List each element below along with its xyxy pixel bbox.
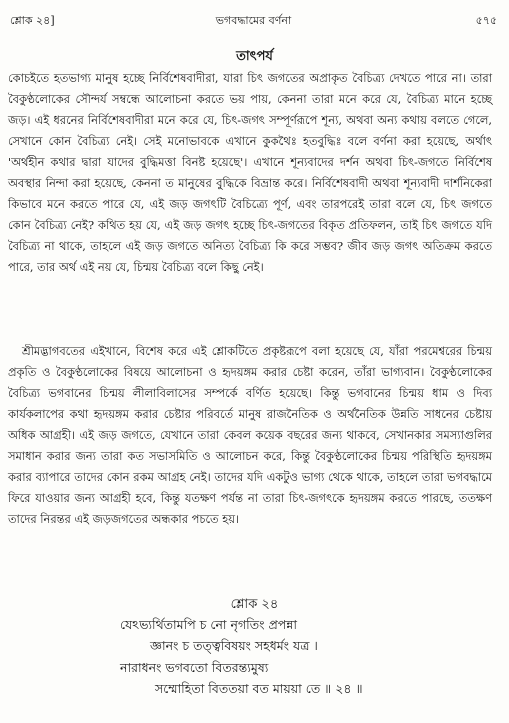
page-number: ৫৭৫ xyxy=(475,14,497,27)
verse-line-2: জ্ঞানং চ তত্ত্ববিষয়ং সহধর্মং যত্র । xyxy=(150,638,318,653)
page-header xyxy=(10,12,497,30)
verse-line-4: সম্মোহিতা বিততয়া বত মায়য়া তে ॥ ২৪ ॥ xyxy=(155,681,363,696)
verse-heading: শ্লোক ২৪ xyxy=(230,597,279,612)
purport-heading: তাৎপর্য xyxy=(236,49,273,64)
purport-paragraph-2: শ্রীমদ্ভাগবতের এইখানে, বিশেষ করে এই শ্লোকটিতে প্রকৃষ্টরূপে বলা হয়েছে যে, যাঁরা পরমেশ্বরের চিন্ময় প্রকৃতি ও বৈকুণ্ঠলোকের বিষয়ে আলোচনা ও হৃদয়ঙ্গম করার চেষ্টা করেন, তাঁরা ভাগ্যবান। বৈকুণ্ঠলোকের বৈচিত্র্য ভগবানের চিন্ময় লীলাবিলাসের সম্পর্কে বর্ণিত হয়েছে। কিন্তু ভগবানের চিন্ময় ধাম ও দিব্য কার্যকলাপের কথা হৃদয়ঙ্গম করার চেষ্টার পরিবর্তে মানুষ রাজনৈতিক ও অর্থনৈতিক উন্নতি সাধনের চেষ্টায় অধিক আগ্রহী। এই জড় জগতে, যেখানে তারা কেবল কয়েক বছরের জন্য থাকবে, সেখানকার সমস্যাগুলির সমাধান করার জন্য তারা কত সভাসমিতি ও আলোচন করে, কিন্তু বৈকুণ্ঠলোকের চিন্ময় পরিস্থিতি হৃদয়ঙ্গম করার ব্যাপারে তাদের কোন রকম আগ্রহ নেই। তাদের যদি একটুও ভাগ্য থেকে থাকে, তাহলে তারা ভগবদ্ধামে ফিরে যাওয়ার জন্য আগ্রহী হবে, কিন্তু যতক্ষণ পর্যন্ত না তারা চিৎ-জগৎকে হৃদয়ঙ্গম করতে পারছে, ততক্ষণ তাদের নিরন্তর এই জড়জগতের অন্ধকার পচতে হয়। xyxy=(8,344,492,526)
purport-paragraph-1: কোচইতে হতভাগ্য মানুষ হচ্ছে নির্বিশেষবাদীরা, যারা চিৎ জগতের অপ্রাকৃত বৈচিত্র্য দেখতে পারে না। তারা বৈকুণ্ঠলোকের সৌন্দর্য সম্বন্ধে আলোচনা করতে ভয় পায়, কেননা তারা মনে করে যে, বৈচিত্র্য মানে হচ্ছে জড়। এই ধরনের নির্বিশেষবাদীরা মনে করে যে, চিৎ-জগৎ সম্পূর্ণরূপে শূন্য, অথবা অন্য কথায় বলতে গেলে, সেখানে কোন বৈচিত্র্য নেই। সেই মনোভাবকে এখানে কুকথৈঃ হতবুদ্ধিঃ বলে বর্ণনা করা হয়েছে, অর্থাৎ 'অর্থহীন কথার দ্বারা যাদের বুদ্ধিমত্তা বিনষ্ট হয়েছে'। এখানে শূন্যবাদের দর্শন অথবা চিৎ-জগতে নির্বিশেষ অবস্থার নিন্দা করা হয়েছে, কেননা ত মানুষের বুদ্ধিকে বিভ্রান্ত করে। নির্বিশেষবাদী অথবা শূন্যবাদী দার্শনিকেরা কিভাবে মনে করতে পারে যে, এই জড় জগৎটি বৈচিত্র্যে পূর্ণ, এবং তারপরেই তারা বলে যে, চিৎ জগতে কোন বৈচিত্র্য নেই? কথিত হয় যে, এই জড় জগৎ হচ্ছে চিৎ-জগতের বিকৃত প্রতিফলন, তাই চিৎ জগতে যদি বৈচিত্র্য না থাকে, তাহলে এই জড় জগতে অনিত্য বৈচিত্র্য কি করে সম্ভব? জীব জড় জগৎ অতিক্রম করতে পারে, তার অর্থ এই নয় যে, চিন্ময় বৈচিত্র্য বলে কিছু নেই। xyxy=(8,71,492,274)
verse-line-1: যেঽভ্যর্থিতামপি চ নো নৃগতিং প্রপন্না xyxy=(120,617,298,632)
header-chapter-title: ভগবদ্ধামের বর্ণনা xyxy=(215,14,292,27)
header-verse-ref: শ্লোক ২৪] xyxy=(10,14,55,27)
verse-line-3: নারাধনং ভগবতো বিতরন্ত্যমুষ্য xyxy=(120,660,269,675)
